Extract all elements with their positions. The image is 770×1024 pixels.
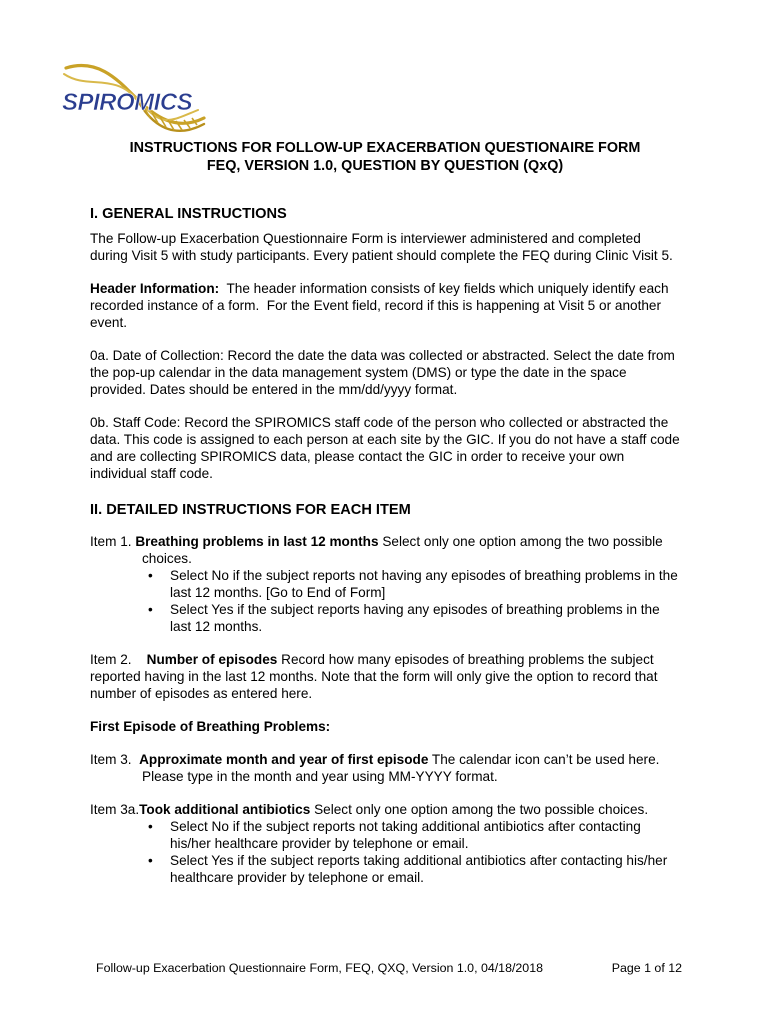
list-item [142, 852, 682, 886]
header-info-label: Header Information: [90, 281, 220, 296]
detailed-instructions-heading: II. DETAILED INSTRUCTIONS FOR EACH ITEM [90, 502, 411, 518]
bullet-icon: • [148, 853, 153, 868]
item-1-number: Item 1. [90, 534, 136, 549]
title-line-2: FEQ, VERSION 1.0, QUESTION BY QUESTION (QxQ) [206, 158, 564, 174]
bullet-icon: • [148, 819, 153, 834]
spiromics-logo [58, 60, 208, 138]
item-1-text [90, 533, 682, 567]
item-3a-text [90, 801, 682, 818]
item-3a-description: Select only one option among the two possible choices. [310, 802, 649, 817]
document-body [90, 205, 682, 902]
item-3a [90, 801, 682, 886]
item-1-description: Select only one option among the two possible choices. [142, 534, 663, 566]
item-3a-label: Took additional antibiotics [139, 802, 311, 817]
first-episode-heading: First Episode of Breathing Problems: [90, 719, 331, 734]
item-2-label: Number of episodes [146, 652, 278, 667]
item-3a-option-yes: Select Yes if the subject reports taking additional antibiotics after contacting his/her healthcare provider by telephone or email. [170, 853, 668, 885]
item-3-number: Item 3. [90, 752, 140, 767]
dna-helix-icon [58, 60, 208, 138]
bullet-icon: • [148, 568, 153, 583]
item-3-description: The calendar icon can’t be used here. Please type in the month and year using MM-YYYY format. [142, 752, 660, 784]
footer-document-info: Follow-up Exacerbation Questionnaire Form, FEQ, QXQ, Version 1.0, 04/18/2018 [96, 961, 543, 975]
item-1-option-yes: Select Yes if the subject reports having any episodes of breathing problems in the last 12 months. [170, 602, 660, 634]
item-3 [90, 751, 682, 785]
list-item [142, 601, 682, 635]
item-1-option-no: Select No if the subject reports not having any episodes of breathing problems in the last 12 months. [Go to End of Form] [170, 568, 678, 600]
list-item [142, 818, 682, 852]
item-3a-number: Item 3a. [90, 802, 140, 817]
item-3-label: Approximate month and year of first episode [139, 752, 429, 767]
item-2-description: Record how many episodes of breathing problems the subject reported having in the last 12 months. Note that the form will only give the option to record that number of episodes as entered here. [90, 652, 658, 701]
date-of-collection-paragraph: 0a. Date of Collection: Record the date the data was collected or abstracted. Select the date from the pop-up calendar in the data management system (DMS) or type the date in the space provided. Dates should be entered in the mm/dd/yyyy format. [90, 348, 675, 397]
item-1-label: Breathing problems in last 12 months [135, 534, 379, 549]
staff-code-paragraph: 0b. Staff Code: Record the SPIROMICS staff code of the person who collected or abstracted the data. This code is assigned to each person at each site by the GIC. If you do not have a staff code and are collecting SPIROMICS data, please contact the GIC in order to receive your own individual staff code. [90, 415, 680, 481]
header-info-text: The header information consists of key fields which uniquely identify each recorded instance of a form. For the Event field, record if this is happening at Visit 5 or another event. [90, 281, 673, 330]
item-3a-option-no: Select No if the subject reports not taking additional antibiotics after contacting his/her healthcare provider by telephone or email. [170, 819, 641, 851]
item-2 [90, 651, 682, 702]
page-number: Page 1 of 12 [611, 961, 682, 975]
document-title [0, 139, 770, 175]
intro-paragraph: The Follow-up Exacerbation Questionnaire Form is interviewer administered and completed during Visit 5 with study participants. Every patient should complete the FEQ during Clinic Visit 5. [90, 231, 673, 263]
item-1-options [90, 567, 682, 635]
list-item [142, 567, 682, 601]
bullet-icon: • [148, 602, 153, 617]
item-1 [90, 533, 682, 635]
title-line-1: INSTRUCTIONS FOR FOLLOW-UP EXACERBATION QUESTIONAIRE FORM [129, 140, 641, 156]
svg-text:SPIROMICS: SPIROMICS [62, 89, 193, 116]
header-info-paragraph [90, 280, 682, 331]
general-instructions-heading: I. GENERAL INSTRUCTIONS [90, 206, 287, 222]
item-3a-options [90, 818, 682, 886]
item-2-number: Item 2. [90, 652, 147, 667]
